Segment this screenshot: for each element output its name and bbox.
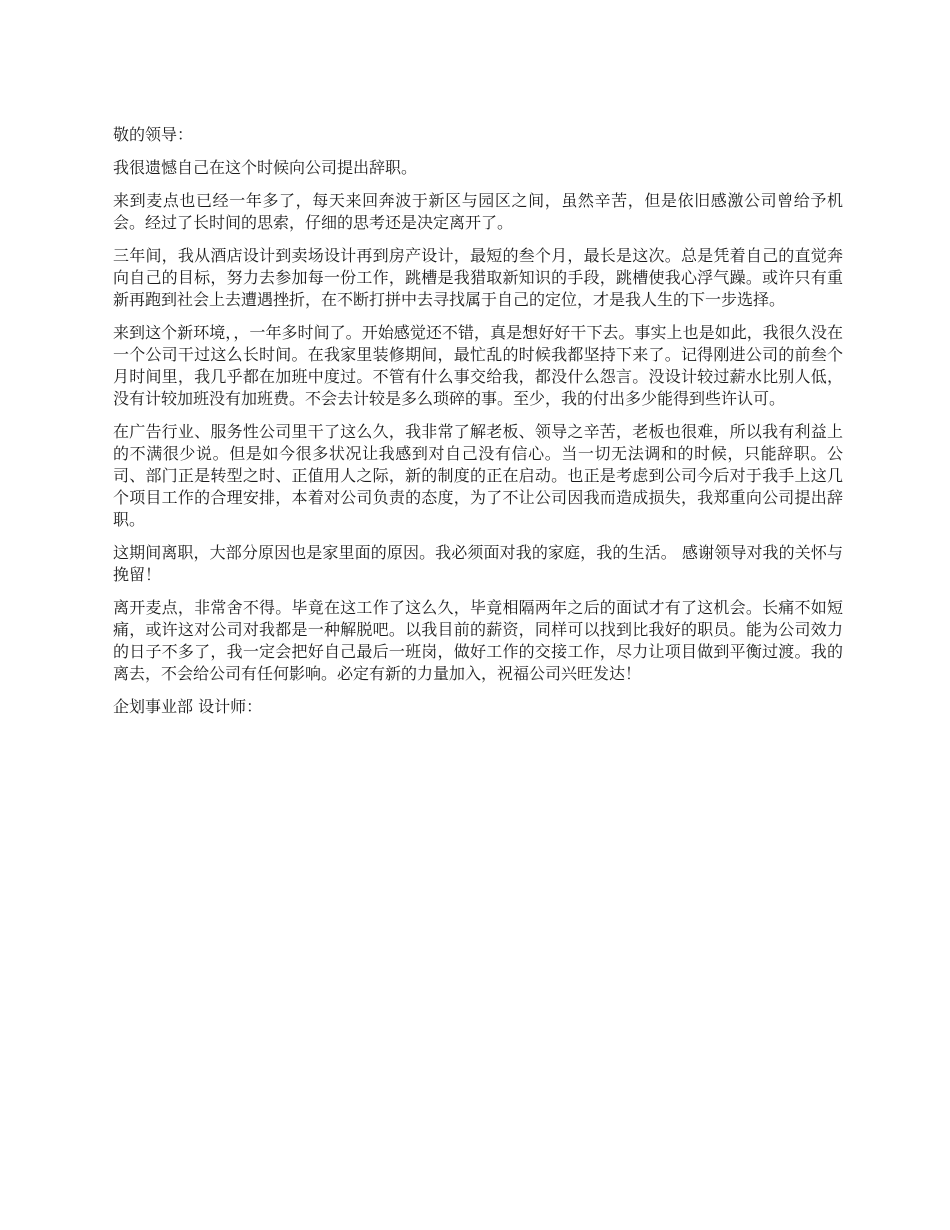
paragraph-6: 这期间离职，大部分原因也是家里面的原因。我必须面对我的家庭，我的生活。 感谢领导对我的关怀与挽留！ xyxy=(113,543,843,584)
salutation: 敬的领导： xyxy=(113,125,194,144)
paragraph-4: 来到这个新环境，，一年多时间了。开始感觉还不错，真是想好好干下去。事实上也是如此，我很久没在一个公司干过这么长时间。在我家里装修期间，最忙乱的时候我都坚持下来了。记得刚进公司的前叁个月时间里，我几乎都在加班中度过。不管有什么事交给我，都没什么怨言。没设计较过薪水比别人低，没有计较加班没有加班费。不会去计较是多么琐碎的事。至少，我的付出多少能得到些许认可。 xyxy=(113,323,843,408)
paragraph-3: 三年间，我从酒店设计到卖场设计再到房产设计，最短的叁个月，最长是这次。总是凭着自己的直觉奔向自己的目标，努力去参加每一份工作，跳槽是我猎取新知识的手段，跳槽使我心浮气躁。或许只有重新再跑到社会上去遭遇挫折，在不断打拼中去寻找属于自己的定位，才是我人生的下一步选择。 xyxy=(113,246,843,309)
paragraph-1: 我很遗憾自己在这个时候向公司提出辞职。 xyxy=(113,158,418,177)
paragraph-7: 离开麦点，非常舍不得。毕竟在这工作了这么久，毕竟相隔两年之后的面试才有了这机会。长痛不如短痛，或许这对公司对我都是一种解脱吧。以我目前的薪资，同样可以找到比我好的职员。能为公司效力的日子不多了，我一定会把好自己最后一班岗，做好工作的交接工作，尽力让项目做到平衡过渡。我的离去，不会给公司有任何影响。必定有新的力量加入，祝福公司兴旺发达！ xyxy=(113,598,843,683)
paragraph-2: 来到麦点也已经一年多了，每天来回奔波于新区与园区之间，虽然辛苦，但是依旧感激公司曾给予机会。经过了长时间的思索，仔细的思考还是决定离开了。 xyxy=(113,191,843,232)
paragraph-5: 在广告行业、服务性公司里干了这么久，我非常了解老板、领导之辛苦，老板也很难，所以我有利益上的不满很少说。但是如今很多状况让我感到对自己没有信心。当一切无法调和的时候，只能辞职。公司、部门正是转型之时、正值用人之际，新的制度的正在启动。也正是考虑到公司今后对于我手上这几个项目工作的合理安排，本着对公司负责的态度，为了不让公司因我而造成损失，我郑重向公司提出辞职。 xyxy=(113,422,843,529)
signature: 企划事业部 设计师： xyxy=(113,697,263,716)
resignation-letter xyxy=(113,124,843,729)
